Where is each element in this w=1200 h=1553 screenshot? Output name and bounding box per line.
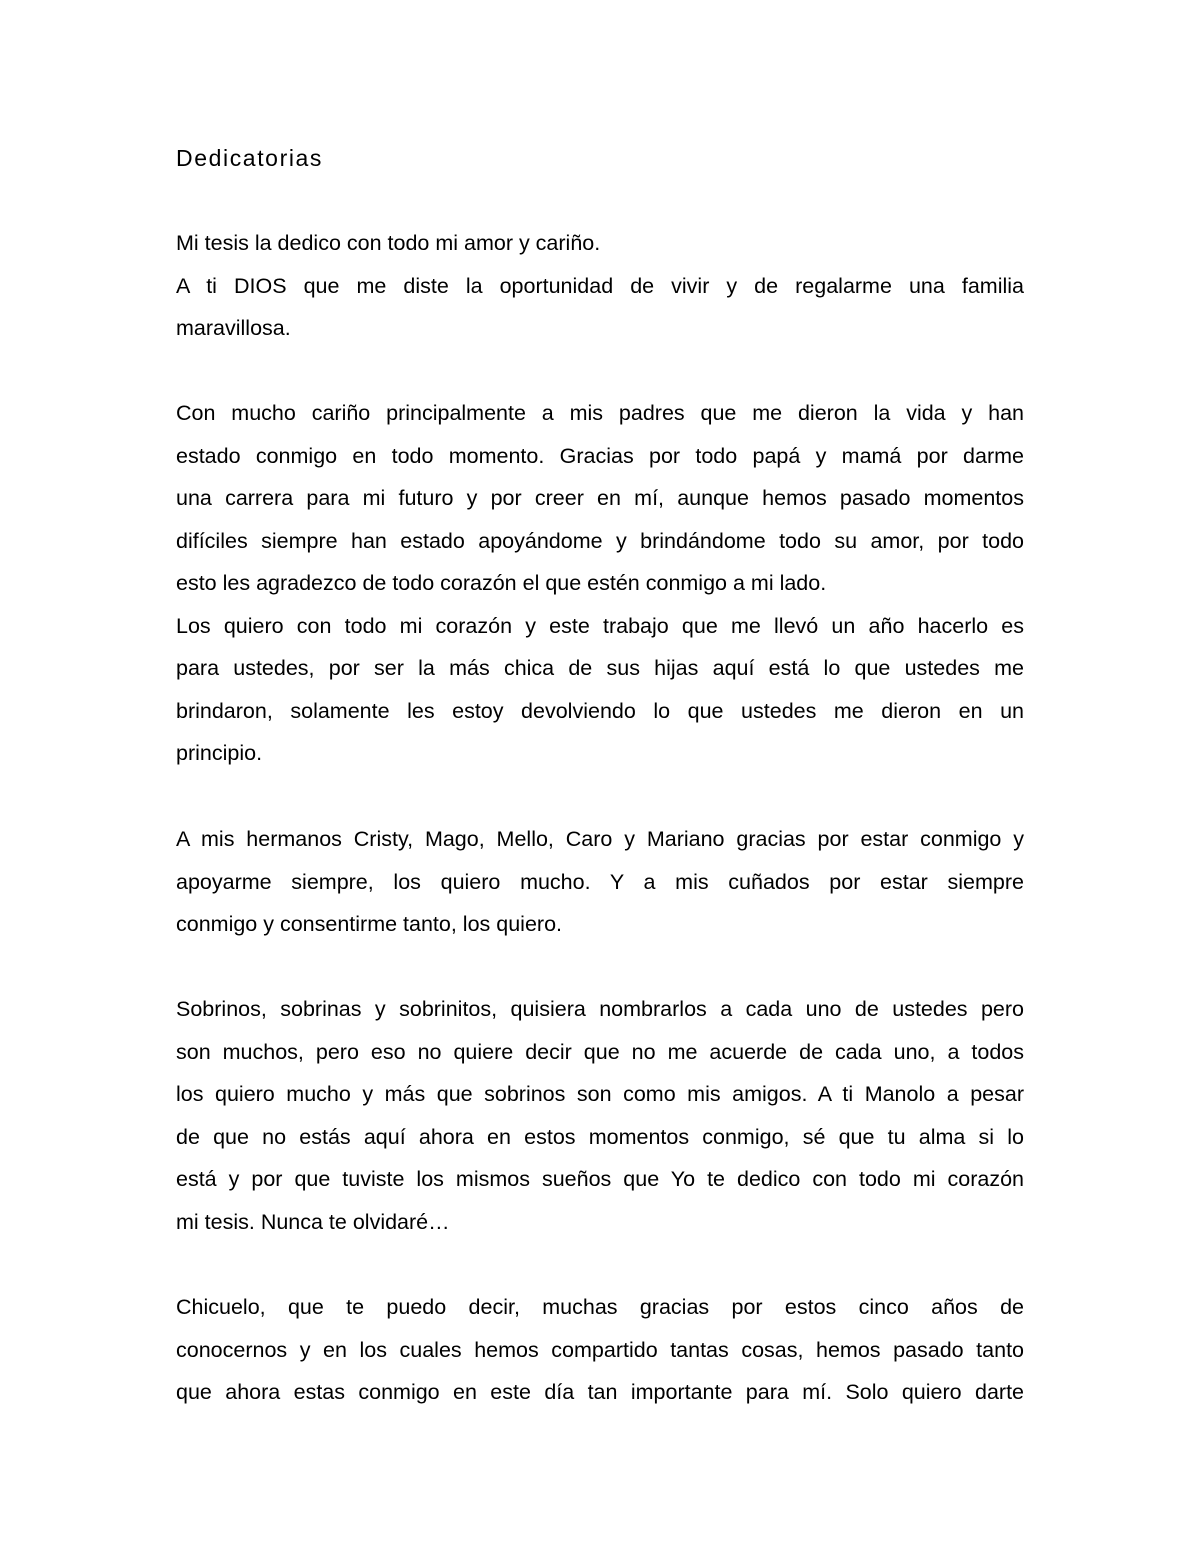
text-line: brindaron, solamente les estoy devolviendo lo que ustedes me dieron en un bbox=[176, 698, 1024, 723]
paragraph-parents bbox=[176, 392, 1024, 775]
text-line: Los quiero con todo mi corazón y este trabajo que me llevó un año hacerlo es bbox=[176, 613, 1024, 638]
text-line: conocernos y en los cuales hemos compartido tantas cosas, hemos pasado tanto bbox=[176, 1337, 1024, 1362]
text-line: que ahora estas conmigo en este día tan importante para mí. Solo quiero darte bbox=[176, 1380, 1024, 1404]
text-line: estado conmigo en todo momento. Gracias por todo papá y mamá por darme bbox=[176, 443, 1024, 468]
text-line: Sobrinos, sobrinas y sobrinitos, quisiera nombrarlos a cada uno de ustedes pero bbox=[176, 997, 1024, 1021]
paragraph-siblings bbox=[176, 818, 1024, 946]
paragraph-chicuelo bbox=[176, 1286, 1024, 1414]
text-line: difíciles siempre han estado apoyándome y brindándome todo su amor, por todo bbox=[176, 528, 1024, 553]
text-line: son muchos, pero eso no quiere decir que no me acuerde de cada uno, a todos bbox=[176, 1039, 1024, 1064]
text-line: A mis hermanos Cristy, Mago, Mello, Caro y Mariano gracias por estar conmigo y bbox=[176, 827, 1024, 851]
text-line: los quiero mucho y más que sobrinos son como mis amigos. A ti Manolo a pesar bbox=[176, 1082, 1024, 1106]
text-line: A ti DIOS que me diste la oportunidad de vivir y de regalarme una familia bbox=[176, 273, 1024, 298]
text-line: principio. bbox=[176, 741, 263, 765]
paragraph-nephews bbox=[176, 988, 1024, 1243]
text-line: Chicuelo, que te puedo decir, muchas gracias por estos cinco años de bbox=[176, 1295, 1024, 1319]
page-title: Dedicatorias bbox=[176, 145, 324, 171]
text-line: una carrera para mi futuro y por creer en mí, aunque hemos pasado momentos bbox=[176, 486, 1024, 510]
text-line: apoyarme siempre, los quiero mucho. Y a mis cuñados por estar siempre bbox=[176, 869, 1024, 894]
text-line: mi tesis. Nunca te olvidaré… bbox=[176, 1209, 450, 1234]
text-line: Mi tesis la dedico con todo mi amor y cariño. bbox=[176, 231, 601, 255]
text-line: esto les agradezco de todo corazón el que estén conmigo a mi lado. bbox=[176, 571, 827, 595]
text-line: conmigo y consentirme tanto, los quiero. bbox=[176, 912, 563, 936]
text-line: de que no estás aquí ahora en estos momentos conmigo, sé que tu alma si lo bbox=[176, 1124, 1024, 1149]
paragraph-dedication-intro bbox=[176, 222, 1024, 350]
text-line: Con mucho cariño principalmente a mis padres que me dieron la vida y han bbox=[176, 401, 1024, 425]
text-line: está y por que tuviste los mismos sueños que Yo te dedico con todo mi corazón bbox=[176, 1167, 1024, 1191]
text-line: para ustedes, por ser la más chica de sus hijas aquí está lo que ustedes me bbox=[176, 656, 1024, 680]
text-line: maravillosa. bbox=[176, 316, 291, 340]
